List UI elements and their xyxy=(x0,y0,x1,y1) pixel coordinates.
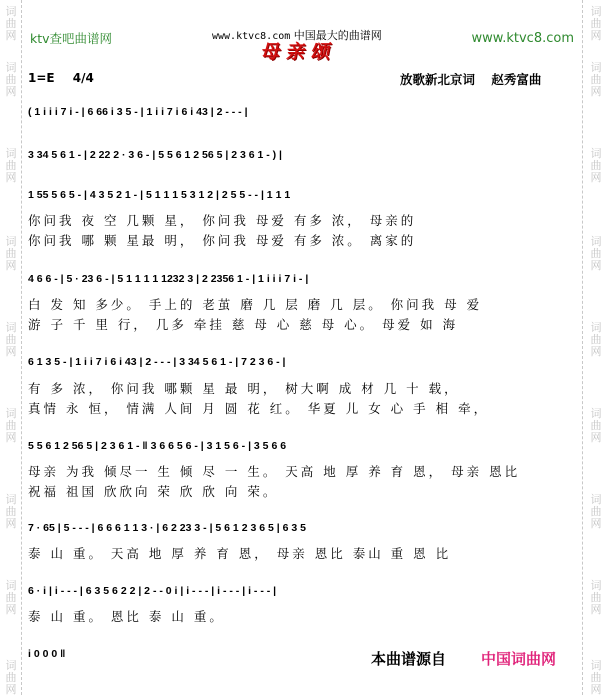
left-watermark-margin xyxy=(0,0,22,695)
score-line-7-lyrics-1: 泰 山 重。 天高 地 厚 养 育 恩， 母亲 恩比 泰山 重 恩 比 xyxy=(28,546,452,561)
watermark-text: 词 曲 网 xyxy=(590,321,602,358)
watermark-text: 词 曲 网 xyxy=(590,5,602,42)
source-site-link[interactable]: 中国词曲网 xyxy=(481,650,557,668)
watermark-text: 词 曲 网 xyxy=(590,61,602,98)
score-line-9-notes: i 0 0 0 ‖ xyxy=(28,648,66,660)
score-line-8-lyrics-1: 泰 山 重。 恩比 泰 山 重。 xyxy=(28,609,225,624)
watermark-text: 词 曲 网 xyxy=(590,579,602,616)
score-line-4-lyrics-2: 游 子 千 里 行， 几多 牵挂 慈 母 心 慈 母 心。 母爱 如 海 xyxy=(28,317,459,332)
watermark-text: 词 曲 网 xyxy=(5,493,17,530)
site-name-left: ktv查吧曲谱网 xyxy=(30,31,113,46)
watermark-text: 词 曲 网 xyxy=(590,235,602,272)
lyricist: 放歌新北京词 xyxy=(400,72,476,87)
key: 1=E xyxy=(28,71,55,85)
score-line-4-notes: 4 6 6 - | 5 · 23 6 - | 5 1 1 1 1 1232 3 | 2 2356 1 - | 1 i i i 7 i - | xyxy=(28,273,309,285)
key-signature xyxy=(28,71,108,85)
score-line-5-notes: 6 1 3 5 - | 1 i i 7 i 6 i 43 | 2 - - - | 3 34 5 6 1 - | 7 2 3 6 - | xyxy=(28,356,286,368)
score-line-5-lyrics-2: 真情 永 恒， 情满 人间 月 圆 花 红。 华夏 儿 女 心 手 相 牵， xyxy=(28,401,490,416)
site-url-right: www.ktvc8.com xyxy=(471,31,574,46)
source-label: 本曲谱源自 xyxy=(371,650,447,668)
score-line-3-lyrics-1: 你问我 夜 空 几颗 星， 你问我 母爱 有多 浓， 母亲的 xyxy=(28,213,417,228)
watermark-text: 词 曲 网 xyxy=(5,659,17,696)
score-line-1: ( 1 i i i 7 i - | 6 66 i 3 5 - | 1 i i 7 i 6 i 43 | 2 - - - | xyxy=(28,106,248,118)
score-line-3-lyrics-2: 你问我 哪 颗 星最 明， 你问我 母爱 有多 浓。 离家的 xyxy=(28,233,417,248)
song-title: 母亲颂 xyxy=(259,41,339,63)
watermark-text: 词 曲 网 xyxy=(590,407,602,444)
watermark-text: 词 曲 网 xyxy=(590,493,602,530)
score-line-6-notes: 5 5 6 1 2 56 5 | 2 3 6 1 - ‖ 3 6 6 5 6 - | 3 1 5 6 - | 3 5 6 6 xyxy=(28,440,287,452)
right-watermark-margin xyxy=(582,0,604,695)
score-line-2: 3 34 5 6 1 - | 2 22 2 · 3 6 - | 5 5 6 1 2 56 5 | 2 3 6 1 - ) | xyxy=(28,149,282,161)
watermark-text: 词 曲 网 xyxy=(5,61,17,98)
composer: 赵秀富曲 xyxy=(491,72,542,87)
time-signature: 4/4 xyxy=(72,71,94,85)
score-line-5-lyrics-1: 有 多 浓， 你问我 哪颗 星 最 明， 树大啊 成 材 几 十 载， xyxy=(28,381,460,396)
watermark-text: 词 曲 网 xyxy=(5,5,17,42)
score-line-4-lyrics-1: 白 发 知 多少。 手上的 老茧 磨 几 层 磨 几 层。 你问我 母 爱 xyxy=(28,297,483,312)
watermark-text: 词 曲 网 xyxy=(5,321,17,358)
watermark-text: 词 曲 网 xyxy=(590,659,602,696)
score-line-6-lyrics-2: 祝福 祖国 欣欣向 荣 欣 欣 向 荣。 xyxy=(28,484,279,499)
score-line-8-notes: 6 · i | i - - - | 6 3 5 6 2 2 | 2 - - 0 i | i - - - | i - - - | i - - - | xyxy=(28,585,277,597)
site-tagline: 中国最大的曲谱网 xyxy=(293,29,382,42)
watermark-text: 词 曲 网 xyxy=(5,147,17,184)
score-line-7-notes: 7 · 65 | 5 - - - | 6 6 6 1 1 3 · | 6 2 23 3 - | 5 6 1 2 3 6 5 | 6 3 5 xyxy=(28,522,306,534)
site-url: www.ktvc8.com xyxy=(212,31,291,42)
watermark-text: 词 曲 网 xyxy=(5,579,17,616)
watermark-text: 词 曲 网 xyxy=(590,147,602,184)
score-line-3-notes: 1 55 5 6 5 - | 4 3 5 2 1 - | 5 1 1 1 5 3 1 2 | 2 5 5 - - | 1 1 1 xyxy=(28,189,291,201)
watermark-text: 词 曲 网 xyxy=(5,235,17,272)
score-line-6-lyrics-1: 母亲 为我 倾尽一 生 倾 尽 一 生。 天高 地 厚 养 育 恩， 母亲 恩比 xyxy=(28,464,521,479)
credits xyxy=(400,70,553,88)
watermark-text: 词 曲 网 xyxy=(5,407,17,444)
